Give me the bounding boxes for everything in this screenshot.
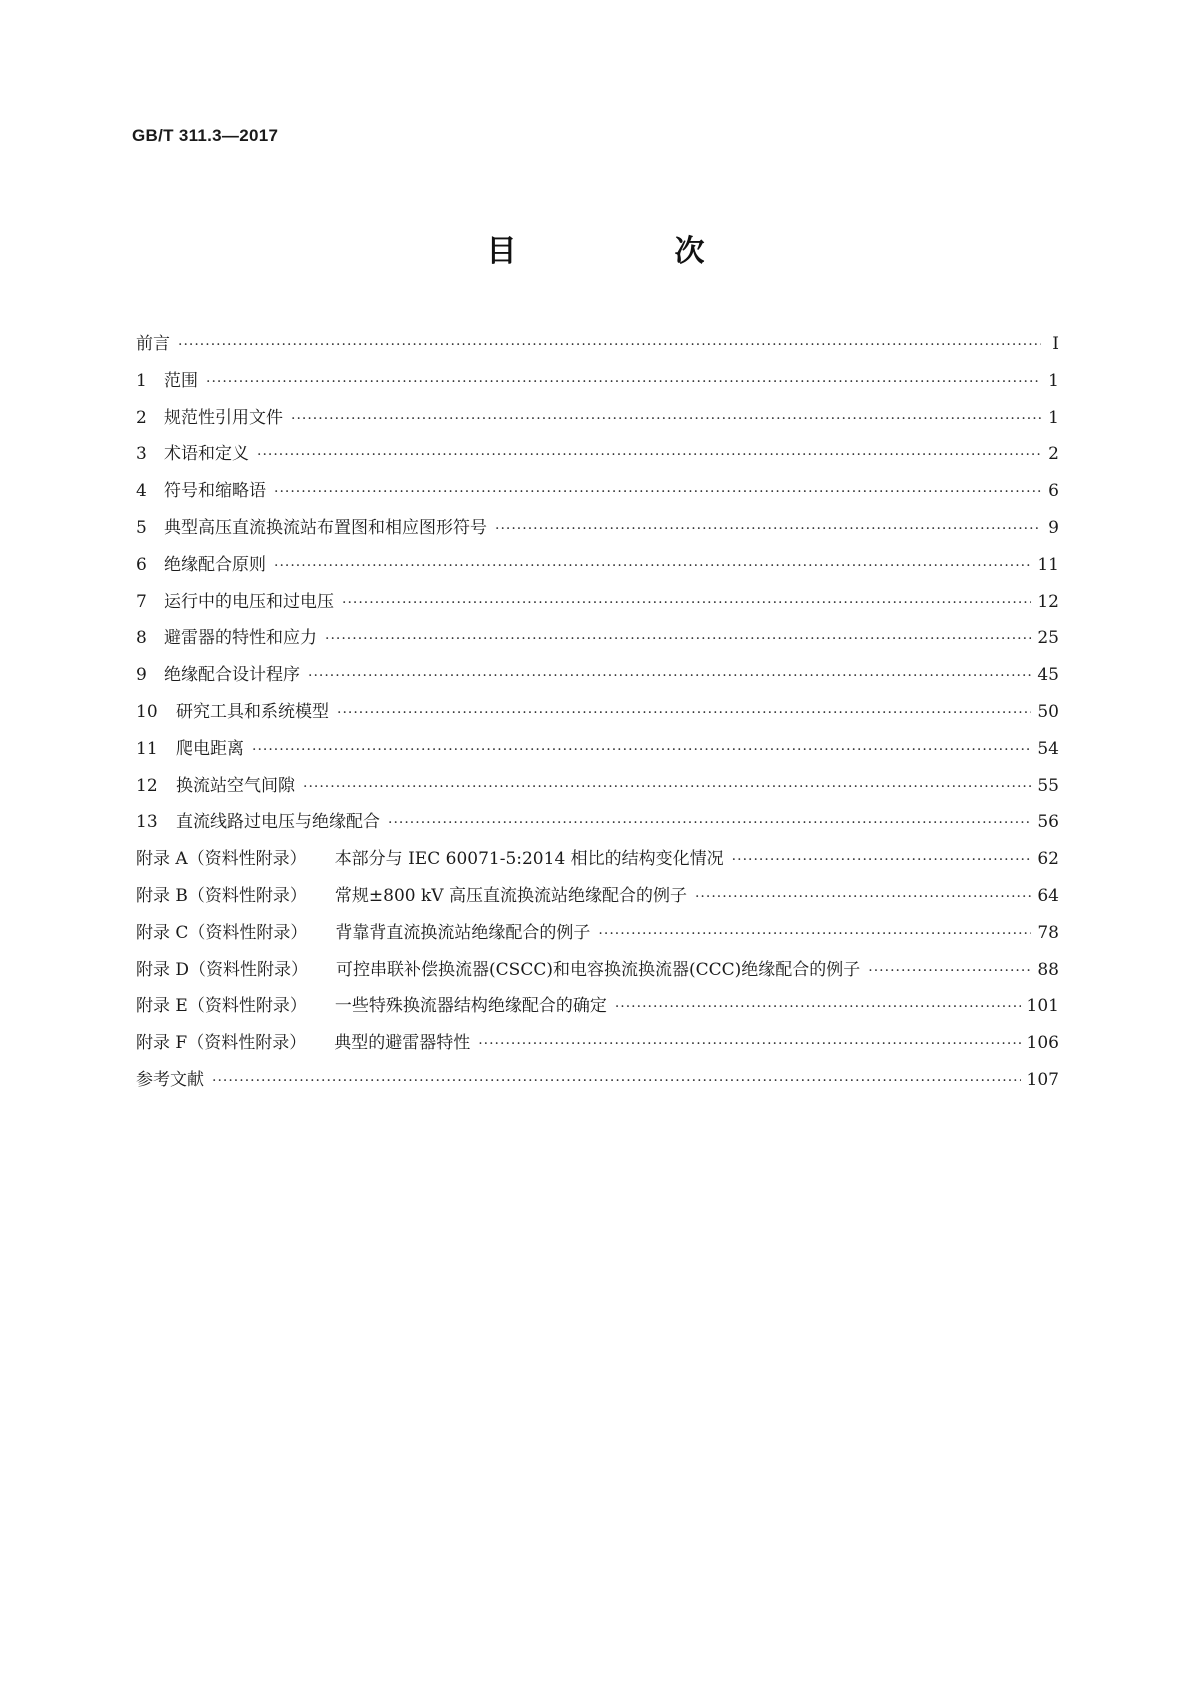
toc-leader — [274, 474, 1041, 511]
toc-label: 常规±800 kV 高压直流换流站绝缘配合的例子 — [334, 885, 687, 906]
toc-page-number: 88 — [1037, 959, 1059, 980]
toc-entry-2[interactable] — [136, 400, 1059, 437]
toc-page-number: 1 — [1048, 370, 1059, 391]
table-of-contents — [136, 326, 1059, 1099]
toc-leader — [388, 805, 1031, 842]
toc-leader — [337, 695, 1031, 732]
toc-number: 13 — [136, 812, 158, 833]
toc-number: 12 — [136, 775, 158, 796]
toc-leader — [495, 511, 1041, 548]
toc-number: 附录 D（资料性附录） — [136, 959, 309, 980]
toc-entry-13[interactable] — [136, 804, 1059, 841]
toc-page-number: 64 — [1037, 885, 1059, 906]
toc-leader — [206, 364, 1041, 401]
toc-label: 前言 — [136, 334, 170, 354]
toc-entry-6[interactable] — [136, 547, 1059, 584]
toc-entry-11[interactable] — [136, 731, 1059, 768]
toc-number: 6 — [136, 554, 147, 575]
toc-label: 绝缘配合原则 — [164, 554, 266, 575]
toc-leader — [178, 327, 1041, 364]
toc-leader — [732, 842, 1032, 879]
toc-leader — [257, 437, 1041, 474]
toc-leader — [695, 879, 1031, 916]
toc-number: 4 — [136, 481, 147, 502]
toc-label: 可控串联补偿换流器(CSCC)和电容换流换流器(CCC)绝缘配合的例子 — [336, 959, 861, 980]
toc-label: 研究工具和系统模型 — [176, 701, 329, 722]
toc-label: 避雷器的特性和应力 — [164, 628, 317, 649]
toc-label: 运行中的电压和过电压 — [164, 591, 334, 612]
toc-label: 典型的避雷器特性 — [334, 1033, 471, 1054]
toc-page-number: 106 — [1026, 1033, 1059, 1054]
toc-label: 一些特殊换流器结构绝缘配合的确定 — [334, 996, 607, 1017]
toc-leader — [325, 621, 1031, 658]
toc-leader — [303, 769, 1031, 806]
toc-page-number: 9 — [1048, 517, 1059, 538]
toc-entry-appendix-f[interactable] — [136, 1025, 1059, 1062]
toc-number: 附录 E（资料性附录） — [136, 996, 307, 1017]
toc-page-number: 12 — [1037, 591, 1059, 612]
toc-entry-5[interactable] — [136, 510, 1059, 547]
toc-page-number: 50 — [1037, 701, 1059, 722]
toc-leader — [478, 1026, 1020, 1063]
document-code: GB/T 311.3—2017 — [132, 126, 279, 145]
toc-number: 1 — [136, 370, 147, 391]
toc-number: 附录 C（资料性附录） — [136, 922, 308, 943]
toc-label: 参考文献 — [136, 1069, 204, 1090]
toc-number: 10 — [136, 701, 158, 722]
toc-label: 直流线路过电压与绝缘配合 — [176, 812, 380, 833]
toc-number: 2 — [136, 407, 147, 428]
toc-label: 符号和缩略语 — [164, 481, 266, 502]
toc-entry-7[interactable] — [136, 584, 1059, 621]
toc-leader — [868, 953, 1031, 990]
toc-label: 典型高压直流换流站布置图和相应图形符号 — [164, 517, 487, 538]
toc-leader — [291, 401, 1041, 438]
toc-page-number: 101 — [1026, 996, 1059, 1017]
toc-number: 附录 A（资料性附录） — [136, 849, 307, 870]
toc-page-number: 6 — [1048, 481, 1059, 502]
toc-page-number: 55 — [1037, 775, 1059, 796]
toc-label: 规范性引用文件 — [164, 407, 283, 428]
toc-entry-8[interactable] — [136, 620, 1059, 657]
toc-number: 8 — [136, 628, 147, 649]
toc-entry-10[interactable] — [136, 694, 1059, 731]
toc-entry-appendix-c[interactable] — [136, 915, 1059, 952]
toc-entry-4[interactable] — [136, 473, 1059, 510]
toc-label: 背靠背直流换流站绝缘配合的例子 — [335, 922, 591, 943]
toc-number: 5 — [136, 517, 147, 538]
toc-leader — [342, 585, 1031, 622]
toc-number: 11 — [136, 738, 158, 759]
toc-label: 范围 — [164, 370, 198, 391]
toc-label: 本部分与 IEC 60071-5:2014 相比的结构变化情况 — [334, 849, 724, 870]
toc-entry-1[interactable] — [136, 363, 1059, 400]
toc-page-number: 56 — [1037, 812, 1059, 833]
toc-page-number: 11 — [1037, 554, 1059, 575]
toc-page-number: Ⅰ — [1052, 334, 1059, 354]
toc-entry-appendix-a[interactable] — [136, 841, 1059, 878]
toc-leader — [212, 1063, 1021, 1100]
toc-number: 附录 B（资料性附录） — [136, 885, 307, 906]
toc-number: 3 — [136, 444, 147, 465]
page-title: 目 次 — [486, 234, 769, 269]
toc-page-number: 54 — [1037, 738, 1059, 759]
toc-page-number: 1 — [1048, 407, 1059, 428]
toc-leader — [615, 989, 1021, 1026]
toc-label: 术语和定义 — [164, 444, 249, 465]
toc-leader — [598, 916, 1031, 953]
toc-entry-3[interactable] — [136, 436, 1059, 473]
toc-number: 9 — [136, 665, 147, 686]
toc-entry-12[interactable] — [136, 768, 1059, 805]
toc-leader — [274, 548, 1031, 585]
toc-page-number: 62 — [1037, 849, 1059, 870]
toc-page-number: 45 — [1037, 665, 1059, 686]
toc-entry-appendix-d[interactable] — [136, 952, 1059, 989]
toc-page-number: 107 — [1026, 1069, 1059, 1090]
toc-label: 绝缘配合设计程序 — [164, 665, 300, 686]
toc-leader — [308, 658, 1031, 695]
toc-entry-appendix-b[interactable] — [136, 878, 1059, 915]
toc-page-number: 78 — [1037, 922, 1059, 943]
toc-entry-foreword[interactable] — [136, 326, 1059, 363]
toc-entry-bibliography[interactable] — [136, 1062, 1059, 1099]
toc-entry-9[interactable] — [136, 657, 1059, 694]
toc-number: 7 — [136, 591, 147, 612]
toc-page-number: 2 — [1048, 444, 1059, 465]
toc-number: 附录 F（资料性附录） — [136, 1033, 307, 1054]
toc-label: 爬电距离 — [176, 738, 244, 759]
toc-entry-appendix-e[interactable] — [136, 988, 1059, 1025]
toc-leader — [252, 732, 1031, 769]
toc-page-number: 25 — [1037, 628, 1059, 649]
toc-label: 换流站空气间隙 — [176, 775, 295, 796]
